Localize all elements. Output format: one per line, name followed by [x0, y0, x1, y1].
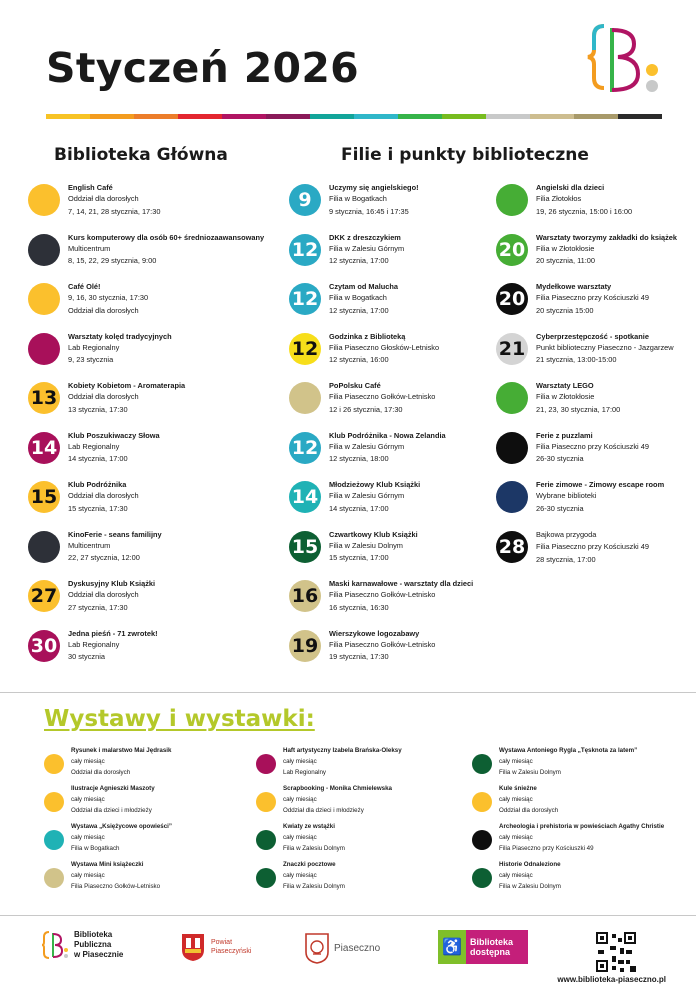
- exhibition-detail: Filia w Zalesiu Dolnym: [283, 845, 345, 852]
- event-item: [496, 479, 677, 529]
- exhibition-detail: cały miesiąc: [499, 796, 533, 803]
- event-detail: Filia w Zalesiu Górnym: [329, 243, 405, 253]
- event-item: [28, 380, 264, 430]
- event-item: [289, 182, 473, 232]
- event-title: Kurs komputerowy dla osób 60+ średniozaawansowany: [68, 232, 265, 242]
- date-badge: 12: [289, 432, 321, 464]
- event-title: Ferie z puzzlami: [536, 430, 593, 440]
- exhibition-title: Rysunek i malarstwo Mai Jędrasik: [71, 747, 172, 754]
- date-badge: 16: [289, 580, 321, 612]
- color-stripe-segment: [46, 114, 90, 119]
- event-detail: Lab Regionalny: [68, 639, 120, 649]
- color-stripe-segment: [486, 114, 530, 119]
- exhibition-title: Wystawa Antoniego Rygla „Tęsknota za latem”: [499, 747, 638, 754]
- color-stripe-segment: [222, 114, 266, 119]
- date-badge: 12: [289, 283, 321, 315]
- event-detail: 20 stycznia, 11:00: [536, 256, 596, 265]
- event-title: Maski karnawałowe - warsztaty dla dzieci: [329, 579, 474, 588]
- event-item: [496, 380, 677, 430]
- category-dot: [472, 754, 492, 774]
- event-detail: Filia w Zalesiu Dolnym: [329, 540, 403, 550]
- exhibition-detail: cały miesiąc: [71, 834, 105, 841]
- category-dot: [496, 432, 528, 464]
- date-badge: 12: [289, 234, 321, 266]
- category-dot: [44, 868, 64, 888]
- divider: [0, 692, 696, 693]
- exhibition-title: Kule śnieżne: [499, 785, 537, 792]
- color-stripe-bar: [46, 114, 662, 119]
- event-item: [289, 578, 473, 628]
- event-item: [289, 430, 473, 480]
- exhibition-detail: Filia w Zalesiu Dolnym: [499, 769, 561, 776]
- exhibition-detail: Oddział dla dzieci i młodzieży: [283, 807, 364, 814]
- event-detail: Oddział dla dorosłych: [68, 590, 139, 599]
- exhibition-item: [44, 860, 172, 898]
- date-badge: 15: [289, 531, 321, 563]
- exhibition-detail: cały miesiąc: [71, 796, 105, 803]
- exhibition-title: Scrapbooking - Monika Chmielewska: [283, 785, 392, 792]
- exhibition-detail: Filia Piaseczno przy Kościuszki 49: [499, 845, 594, 852]
- color-stripe-segment: [398, 114, 442, 119]
- category-dot: [472, 868, 492, 888]
- event-item: [28, 578, 264, 628]
- exhibition-title: Wystawa „Księżycowe opowieści”: [71, 823, 172, 830]
- event-title: Klub Podróżnika: [68, 480, 127, 489]
- powiat-crest-icon: [180, 932, 206, 962]
- category-dot: [472, 830, 492, 850]
- date-badge: 9: [289, 184, 321, 216]
- event-item: [28, 430, 264, 480]
- event-detail: 13 stycznia, 17:30: [68, 404, 128, 414]
- exhibition-title: Znaczki pocztowe: [283, 861, 336, 868]
- category-dot: [44, 792, 64, 812]
- category-dot: [256, 830, 276, 850]
- event-title: Café Olé!: [68, 282, 101, 291]
- exhibition-detail: cały miesiąc: [71, 872, 105, 879]
- event-title: Klub Poszukiwaczy Słowa: [68, 430, 160, 440]
- event-item: [28, 331, 264, 381]
- exhibition-item: [472, 746, 664, 784]
- exhibition-detail: cały miesiąc: [499, 872, 533, 879]
- exhibition-item: [44, 822, 172, 860]
- city-name: Piaseczno: [334, 942, 381, 954]
- library-logo: [582, 20, 662, 100]
- event-detail: Filia w Zalesiu Górnym: [329, 491, 405, 500]
- date-badge: 20: [496, 283, 528, 315]
- event-item: [289, 232, 473, 282]
- exhibition-detail: Filia w Zalesiu Dolnym: [499, 883, 561, 890]
- event-detail: 9, 16, 30 stycznia, 17:30: [68, 293, 149, 302]
- page-title: Styczeń 2026: [46, 44, 360, 92]
- event-item: [496, 331, 677, 381]
- event-detail: Punkt biblioteczny Piaseczno - Jazgarzew: [536, 342, 674, 352]
- exhibition-title: Historie Odnalezione: [499, 861, 561, 868]
- event-item: [289, 281, 473, 331]
- event-detail: 12 stycznia, 17:00: [329, 256, 389, 265]
- category-dot: [44, 754, 64, 774]
- wheelchair-icon: ♿: [442, 939, 462, 956]
- event-detail: 26-30 stycznia: [536, 503, 584, 513]
- color-stripe-segment: [266, 114, 310, 119]
- date-badge: 12: [289, 333, 321, 365]
- event-title: Jedna pieśń - 71 zwrotek!: [68, 628, 158, 638]
- event-title: Godzinka z Biblioteką: [329, 331, 406, 341]
- exhibition-detail: Lab Regionalny: [283, 769, 327, 776]
- category-dot: [256, 868, 276, 888]
- piaseczno-crest-icon: [304, 932, 330, 964]
- exhibition-item: [472, 784, 664, 822]
- exhibition-item: [44, 746, 172, 784]
- exhibition-title: Archeologia i prehistoria w powieściach Agathy Christie: [499, 823, 665, 830]
- exhibition-item: [472, 860, 664, 898]
- event-title: PoPolsku Café: [329, 381, 381, 390]
- event-detail: Wybrane biblioteki: [536, 491, 597, 500]
- event-detail: 12 i 26 stycznia, 17:30: [329, 404, 403, 414]
- date-badge: 19: [289, 630, 321, 662]
- library-logo-icon: [42, 930, 68, 960]
- event-title: Warsztaty tworzymy zakładki do książek: [536, 232, 678, 242]
- event-detail: 22, 27 stycznia, 12:00: [68, 553, 140, 562]
- event-title: KinoFerie - seans familijny: [68, 529, 162, 539]
- event-detail: 12 stycznia, 18:00: [329, 454, 389, 463]
- event-detail: Oddział dla dorosłych: [68, 491, 139, 500]
- event-item: [496, 281, 677, 331]
- category-dot: [256, 792, 276, 812]
- category-dot: [28, 333, 60, 365]
- exhibition-title: Wystawa Mini książeczki: [71, 861, 144, 868]
- event-detail: Filia Złotokłos: [536, 194, 582, 203]
- color-stripe-segment: [310, 114, 354, 119]
- event-detail: 27 stycznia, 17:30: [68, 602, 128, 612]
- event-item: [496, 529, 677, 579]
- event-item: [496, 430, 677, 480]
- event-detail: 12 stycznia, 17:00: [329, 305, 389, 315]
- event-item: [28, 232, 264, 282]
- event-item: [289, 529, 473, 579]
- event-detail: 7, 14, 21, 28 stycznia, 17:30: [68, 206, 161, 216]
- event-detail: 9, 23 stycznia: [68, 355, 114, 364]
- exhibition-item: [256, 822, 402, 860]
- date-badge: 27: [28, 580, 60, 612]
- event-title: Kobiety Kobietom - Aromaterapia: [68, 381, 186, 390]
- event-title: English Café: [68, 183, 113, 192]
- accessible-library-badge[interactable]: [438, 930, 528, 964]
- main-library-events: [28, 182, 264, 677]
- category-dot: [28, 283, 60, 315]
- event-item: [28, 281, 264, 331]
- footer-divider: [0, 915, 696, 916]
- event-item: [28, 529, 264, 579]
- exhibition-title: Ilustracje Agnieszki Maszoty: [71, 785, 155, 792]
- exhibition-title: Kwiaty ze wstążki: [283, 823, 335, 830]
- event-detail: Multicentrum: [68, 243, 111, 253]
- category-dot: [289, 382, 321, 414]
- exhibition-detail: cały miesiąc: [283, 834, 317, 841]
- event-detail: 14 stycznia, 17:00: [68, 454, 128, 463]
- color-stripe-segment: [90, 114, 134, 119]
- exhibition-detail: Filia Piaseczno Gołków-Letnisko: [71, 883, 161, 890]
- event-item: [496, 182, 677, 232]
- main-library-heading: Biblioteka Główna: [54, 145, 228, 165]
- event-detail: Filia w Zalesiu Górnym: [329, 441, 405, 451]
- event-title: Młodzieżowy Klub Książki: [329, 480, 421, 489]
- exhibition-detail: cały miesiąc: [499, 758, 533, 765]
- exhibition-detail: Filia w Zalesiu Dolnym: [283, 883, 345, 890]
- category-dot: [256, 754, 276, 774]
- event-detail: Oddział dla dorosłych: [68, 194, 139, 203]
- event-title: Uczymy się angielskiego!: [329, 183, 419, 192]
- category-dot: [28, 531, 60, 563]
- exhibitions-column-3: [472, 746, 664, 898]
- exhibition-item: [256, 784, 402, 822]
- category-dot: [28, 234, 60, 266]
- event-item: [289, 331, 473, 381]
- exhibition-item: [44, 784, 172, 822]
- date-badge: 28: [496, 531, 528, 563]
- category-dot: [496, 382, 528, 414]
- exhibition-detail: Oddział dla dorosłych: [499, 807, 559, 814]
- exhibition-detail: Oddział dla dzieci i młodzieży: [71, 807, 152, 814]
- event-title: DKK z dreszczykiem: [329, 232, 401, 242]
- date-badge: 14: [28, 432, 60, 464]
- event-detail: Bajkowa przygoda: [536, 529, 597, 539]
- date-badge: 21: [496, 333, 528, 365]
- event-detail: 8, 15, 22, 29 stycznia, 9:00: [68, 256, 157, 265]
- library-name-line-1: Biblioteka: [74, 930, 113, 939]
- exhibition-detail: cały miesiąc: [283, 758, 317, 765]
- event-detail: 28 stycznia, 17:00: [536, 554, 596, 564]
- event-item: [289, 380, 473, 430]
- event-title: Czytam od Malucha: [329, 282, 398, 291]
- color-stripe-segment: [618, 114, 662, 119]
- event-title: Klub Podróżnika - Nowa Zelandia: [329, 430, 446, 440]
- website-url[interactable]: www.biblioteka-piaseczno.pl: [557, 975, 666, 984]
- event-title: Dyskusyjny Klub Książki: [68, 579, 156, 588]
- date-badge: 20: [496, 234, 528, 266]
- event-detail: 15 stycznia, 17:30: [68, 503, 128, 513]
- event-detail: 26-30 stycznia: [536, 454, 584, 463]
- event-detail: 21 stycznia, 13:00-15:00: [536, 355, 617, 364]
- color-stripe-segment: [574, 114, 618, 119]
- powiat-line-2: Piaseczyński: [211, 948, 252, 955]
- event-detail: Filia Piaseczno przy Kościuszki 49: [536, 542, 649, 551]
- event-title: Warsztaty LEGO: [536, 381, 594, 390]
- event-detail: 20 stycznia 15:00: [536, 305, 594, 315]
- date-badge: 13: [28, 382, 60, 414]
- color-stripe-segment: [178, 114, 222, 119]
- branch-events-column-1: [289, 182, 473, 677]
- event-title: Warsztaty kolęd tradycyjnych: [68, 331, 172, 341]
- event-detail: Filia Piaseczno Gołków-Letnisko: [329, 590, 436, 599]
- date-badge: 14: [289, 481, 321, 513]
- event-detail: Filia Piaseczno Głosków-Letnisko: [329, 342, 440, 352]
- color-stripe-segment: [442, 114, 486, 119]
- event-detail: 30 stycznia: [68, 652, 105, 661]
- event-detail: 14 stycznia, 17:00: [329, 503, 389, 513]
- event-title: Cyberprzestępczość - spotkanie: [536, 331, 649, 341]
- exhibition-detail: Oddział dla dorosłych: [71, 769, 131, 776]
- event-detail: Filia w Złotokłosie: [536, 392, 595, 401]
- exhibitions-column-2: [256, 746, 402, 898]
- event-detail: Filia Piaseczno przy Kościuszki 49: [536, 293, 649, 302]
- library-name-line-3: w Piasecznie: [74, 950, 124, 959]
- exhibition-detail: cały miesiąc: [71, 758, 105, 765]
- event-detail: 21, 23, 30 stycznia, 17:00: [536, 404, 621, 414]
- color-stripe-segment: [530, 114, 574, 119]
- event-detail: 16 stycznia, 16:30: [329, 602, 389, 612]
- category-dot: [496, 481, 528, 513]
- event-detail: Filia Piaseczno Gołków-Letnisko: [329, 639, 436, 649]
- event-detail: 19, 26 stycznia, 15:00 i 16:00: [536, 206, 633, 216]
- category-dot: [44, 830, 64, 850]
- exhibition-item: [256, 746, 402, 784]
- event-detail: Oddział dla dorosłych: [68, 305, 139, 315]
- event-item: [28, 479, 264, 529]
- date-badge: 30: [28, 630, 60, 662]
- exhibitions-column-1: [44, 746, 172, 898]
- event-title: Angielski dla dzieci: [536, 183, 605, 192]
- event-item: [289, 479, 473, 529]
- library-name-line-2: Publiczna: [74, 940, 112, 949]
- exhibition-detail: cały miesiąc: [283, 872, 317, 879]
- powiat-logo[interactable]: [180, 932, 251, 962]
- event-detail: Lab Regionalny: [68, 342, 120, 352]
- category-dot: [496, 184, 528, 216]
- exhibition-item: [472, 822, 664, 860]
- event-title: Wierszykowe logozabawy: [329, 628, 420, 638]
- event-title: Mydełkowe warsztaty: [536, 282, 612, 291]
- event-item: [289, 628, 473, 678]
- qr-code-icon[interactable]: [596, 932, 636, 972]
- exhibition-detail: cały miesiąc: [499, 834, 533, 841]
- event-title: Czwartkowy Klub Książki: [329, 529, 418, 539]
- category-dot: [28, 184, 60, 216]
- event-detail: 9 stycznia, 16:45 i 17:35: [329, 206, 409, 216]
- accessible-line-1: Biblioteka: [470, 937, 514, 947]
- accessible-line-2: dostępna: [470, 947, 511, 957]
- library-footer-logo[interactable]: [42, 930, 123, 960]
- category-dot: [472, 792, 492, 812]
- exhibition-title: Haft artystyczny Izabela Brańska-Oleksy: [283, 747, 402, 754]
- event-detail: 19 stycznia, 17:30: [329, 652, 389, 661]
- exhibition-detail: Filia w Bogatkach: [71, 845, 120, 852]
- color-stripe-segment: [134, 114, 178, 119]
- exhibitions-heading: Wystawy i wystawki:: [44, 706, 315, 732]
- event-detail: Oddział dla dorosłych: [68, 392, 139, 401]
- piaseczno-logo[interactable]: [304, 932, 380, 964]
- event-detail: Filia Piaseczno przy Kościuszki 49: [536, 441, 649, 451]
- event-detail: Filia Piaseczno Gołków-Letnisko: [329, 392, 436, 401]
- event-detail: Lab Regionalny: [68, 441, 120, 451]
- date-badge: 15: [28, 481, 60, 513]
- event-item: [496, 232, 677, 282]
- event-detail: Filia w Złotokłosie: [536, 243, 595, 253]
- event-title: Ferie zimowe - Zimowy escape room: [536, 480, 665, 489]
- event-detail: Multicentrum: [68, 540, 111, 550]
- color-stripe-segment: [354, 114, 398, 119]
- event-detail: Filia w Bogatkach: [329, 194, 387, 203]
- branch-events-column-2: [496, 182, 677, 578]
- event-item: [28, 628, 264, 678]
- exhibition-item: [256, 860, 402, 898]
- powiat-line-1: Powiat: [211, 939, 233, 946]
- event-item: [28, 182, 264, 232]
- branches-heading: Filie i punkty biblioteczne: [341, 145, 589, 165]
- event-detail: Filia w Bogatkach: [329, 293, 387, 302]
- event-detail: 12 stycznia, 16:00: [329, 355, 389, 364]
- exhibition-detail: cały miesiąc: [283, 796, 317, 803]
- event-detail: 15 stycznia, 17:00: [329, 553, 389, 562]
